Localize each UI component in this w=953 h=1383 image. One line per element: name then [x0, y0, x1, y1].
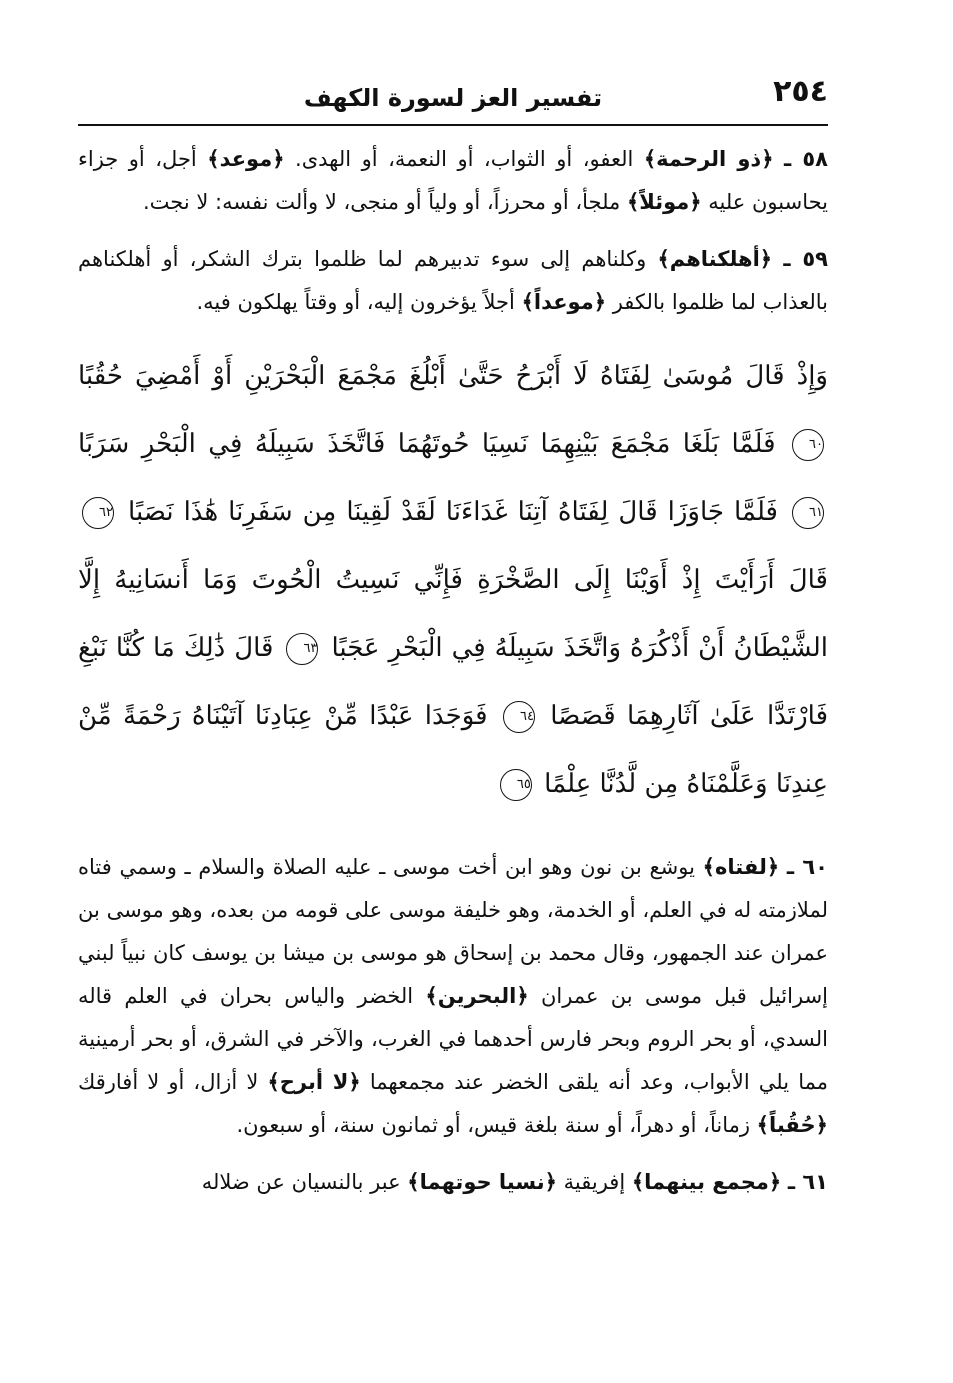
quran-term: ﴿موئلاً﴾ [626, 190, 702, 214]
entry-number: ٦٠ ـ [786, 855, 828, 879]
commentary-60 [78, 846, 828, 1147]
page-content [78, 138, 828, 1218]
entry-number: ٦١ ـ [787, 1170, 828, 1194]
verse-60: وَإِذْ قَالَ مُوسَىٰ لِفَتَاهُ لَا أَبْرَحُ حَتَّىٰ أَبْلُغَ مَجْمَعَ الْبَحْرَيْنِ أَوْ أَمْضِيَ حُقُبًا [78, 361, 828, 391]
verse-63: قَالَ أَرَأَيْتَ إِذْ أَوَيْنَا إِلَى الصَّخْرَةِ فَإِنِّي نَسِيتُ الْحُوتَ وَمَا أَنسَانِيهُ إِلَّا الشَّيْطَانُ أَنْ أَذْكُرَهُ وَاتَّخَذَ سَبِيلَهُ فِي الْبَحْرِ عَجَبًا [78, 565, 829, 663]
verse-62: فَلَمَّا جَاوَزَا قَالَ لِفَتَاهُ آتِنَا غَدَاءَنَا لَقَدْ لَقِينَا مِن سَفَرِنَا هَٰذَا نَصَبًا [128, 497, 778, 527]
entry-number: ٥٨ ـ [784, 147, 828, 171]
verse-64: قَالَ ذَٰلِكَ مَا كُنَّا نَبْغِ فَارْتَدَّا عَلَىٰ آثَارِهِمَا قَصَصًا [78, 633, 829, 731]
page-number: ٢٥٤ [773, 74, 828, 109]
quran-term: ﴿موعداً﴾ [521, 290, 607, 314]
verse-61: فَلَمَّا بَلَغَا مَجْمَعَ بَيْنِهِمَا نَسِيَا حُوتَهُمَا فَاتَّخَذَ سَبِيلَهُ فِي الْبَحْرِ سَرَبًا [78, 429, 776, 459]
ayah-number-marker: ٦٥ [500, 769, 532, 801]
quran-term: ﴿مجمع بينهما﴾ [631, 1170, 782, 1194]
ayah-number-marker: ٦٢ [82, 497, 114, 529]
entry-number: ٥٩ ـ [783, 247, 828, 271]
quran-term: ﴿نسيا حوتهما﴾ [407, 1170, 557, 1194]
commentary-58 [78, 138, 828, 224]
explanation-text: أجلاً يؤخرون إليه، أو وقتاً يهلكون فيه. [196, 290, 522, 314]
quran-term: ﴿لا أبرح﴾ [267, 1070, 361, 1094]
ayah-number-marker: ٦٣ [286, 633, 318, 665]
ayah-number-marker: ٦٤ [503, 701, 535, 733]
quran-term: ﴿أهلكناهم﴾ [657, 247, 773, 271]
explanation-text: أجل، أو جزاء يحاسبون عليه [78, 147, 828, 214]
commentary-61 [78, 1161, 828, 1204]
explanation-text: إفريقية [556, 1170, 632, 1194]
quran-term: ﴿حُقُباً﴾ [756, 1113, 828, 1137]
quran-term: ﴿ذو الرحمة﴾ [643, 147, 774, 171]
explanation-text: العفو، أو الثواب، أو النعمة، أو الهدى. [284, 147, 644, 171]
explanation-text: زماناً، أو دهراً، أو سنة بلغة قيس، أو ثمانون سنة، أو سبعون. [236, 1113, 757, 1137]
quran-term: ﴿موعد﴾ [207, 147, 285, 171]
page-header [78, 72, 828, 126]
commentary-59 [78, 238, 828, 324]
ayah-number-marker: ٦١ [792, 497, 824, 529]
quran-term: ﴿البحرين﴾ [425, 984, 529, 1008]
explanation-text: عبر بالنسيان عن ضلاله [201, 1170, 408, 1194]
explanation-text: لا أزال، أو لا أفارقك [78, 1070, 268, 1094]
ayah-number-marker: ٦٠ [792, 429, 824, 461]
running-title: تفسير العز لسورة الكهف [303, 84, 603, 112]
verse-65: فَوَجَدَا عَبْدًا مِّنْ عِبَادِنَا آتَيْنَاهُ رَحْمَةً مِّنْ عِندِنَا وَعَلَّمْنَاهُ مِن لَّدُنَّا عِلْمًا [78, 701, 828, 799]
explanation-text: ملجأ، أو محرزاً، أو ولياً أو منجى، لا وألت نفسه: لا نجت. [142, 190, 627, 214]
explanation-text: الخضر والياس بحران في العلم قاله السدي، أو بحر الروم وبحر فارس أحدهما في الغرب، والآخر في الشرق، أو بحر أرمينية مما يلي الأبواب، وعد أنه يلقى الخضر عند مجمعهما [78, 984, 828, 1094]
explanation-text: يوشع بن نون وهو ابن أخت موسى ـ عليه الصلاة والسلام ـ وسمي فتاه لملازمته له في العلم، أو الخدمة، وهو خليفة موسى على قومه من بعده، وهو موسى بن عمران عند الجمهور، وقال محمد بن إسحاق هو موسى بن ميشا بن يوسف كان نبياً لبني إسرائيل قبل موسى بن عمران [78, 855, 828, 1008]
explanation-text: وكلناهم إلى سوء تدبيرهم لما ظلموا بترك الشكر، أو أهلكناهم بالعذاب لما ظلموا بالكفر [78, 247, 828, 314]
quran-term: ﴿لفتاه﴾ [702, 855, 780, 879]
quran-verses-block [78, 342, 828, 818]
